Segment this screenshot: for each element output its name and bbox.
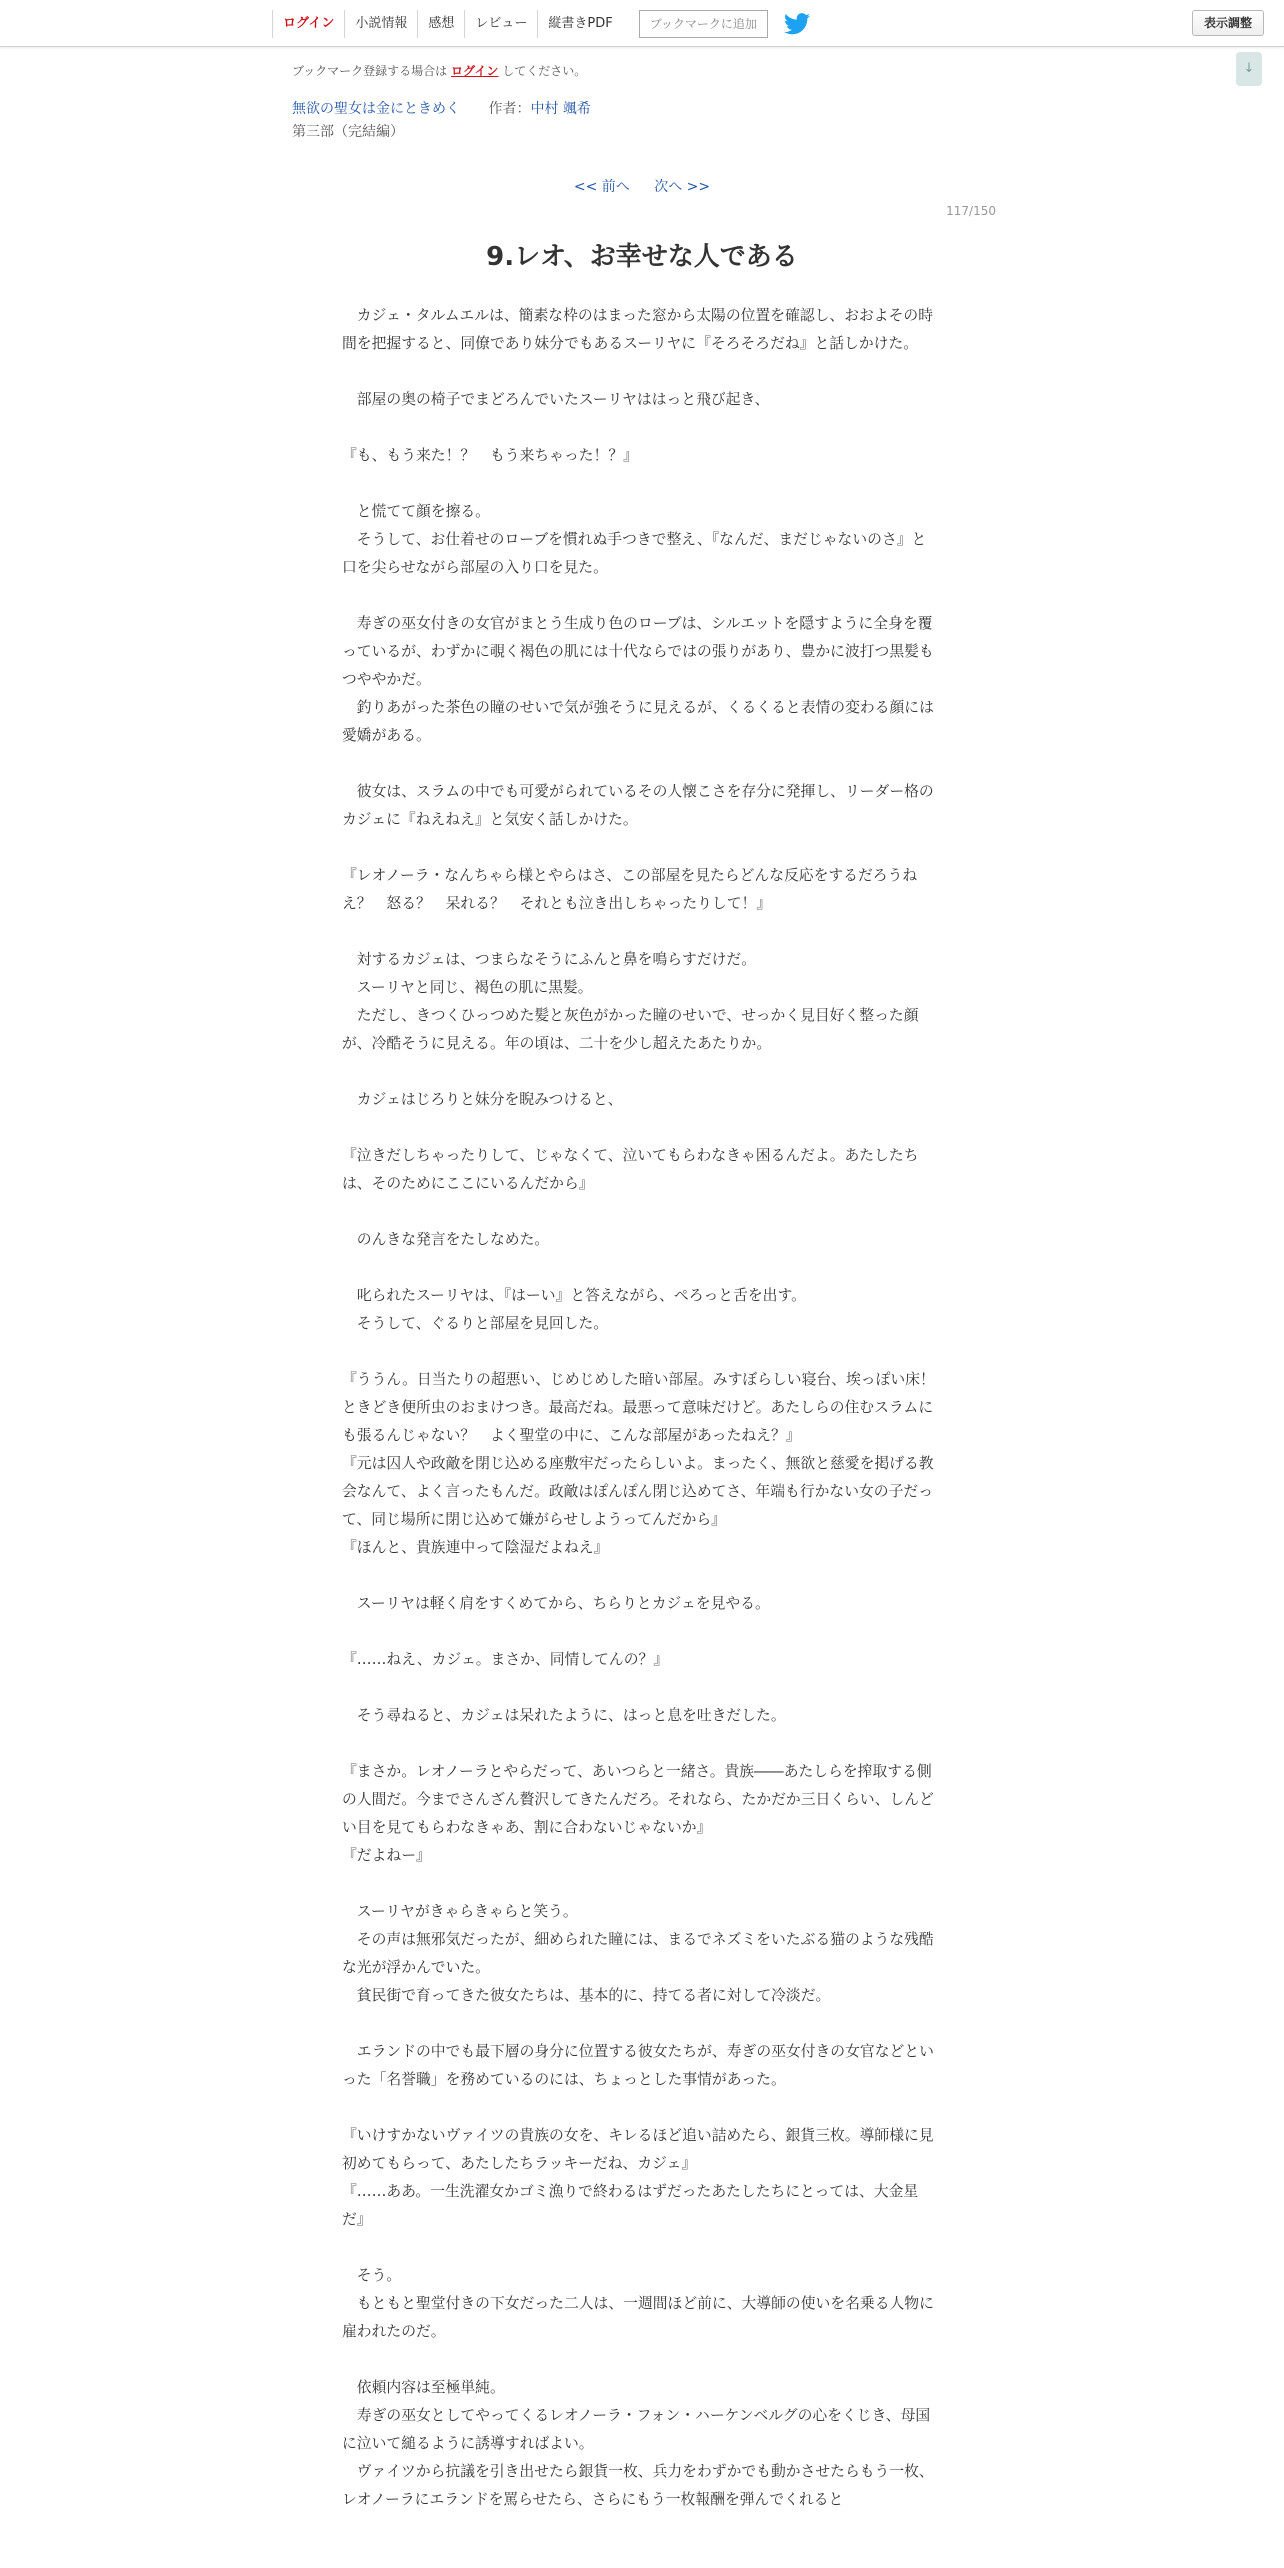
novel-title-link[interactable]: 無欲の聖女は金にときめく [292, 101, 460, 117]
scroll-down-icon[interactable]: ↓ [1236, 52, 1262, 86]
main-nav [272, 10, 810, 38]
novel-info-link[interactable]: 小説情報 [344, 10, 417, 38]
impressions-link[interactable]: 感想 [417, 10, 464, 38]
chapter-group-label: 第三部（完結編） [292, 124, 404, 140]
top-navigation-bar [0, 0, 1284, 47]
chapter-title: 9.レオ、お幸せな人である [486, 242, 798, 272]
series-info [292, 98, 591, 118]
twitter-icon[interactable] [784, 13, 810, 35]
bookmark-login-link[interactable]: ログイン [450, 64, 499, 78]
prev-page-link[interactable]: << 前へ [573, 179, 630, 195]
display-settings-button[interactable]: 表示調整 [1192, 10, 1264, 36]
author-label: 作者： [488, 101, 531, 117]
bookmark-notice [292, 62, 586, 79]
page-count: 117/150 [946, 204, 996, 218]
next-page-link[interactable]: 次へ >> [654, 179, 711, 195]
add-bookmark-button[interactable]: ブックマークに追加 [639, 10, 768, 38]
login-link[interactable]: ログイン [272, 10, 344, 38]
bookmark-notice-prefix: ブックマーク登録する場合は [292, 64, 451, 78]
vertical-pdf-link[interactable]: 縦書きPDF [537, 10, 622, 38]
pager [0, 176, 1284, 196]
review-link[interactable]: レビュー [464, 10, 537, 38]
bookmark-notice-suffix: してください。 [498, 64, 587, 78]
author-link[interactable]: 中村 颯希 [530, 101, 591, 117]
novel-body-text: カジェ・タルムエルは、簡素な枠のはまった窓から太陽の位置を確認し、おおよその時間を把握すると、同僚であり妹分でもあるスーリヤに『そろそろだね』と話しかけた。 部屋の奥の椅子でまどろんでいたスーリヤははっと飛び起き、 『も、もう来た！？ もう来ちゃった！？』 と慌てて顔を擦る。 そうして、お仕着せのローブを慣れぬ手つきで整え、『なんだ、まだじゃないのさ』と口を尖らせながら部屋の入り口を見た。 寿ぎの巫女付きの女官がまとう生成り色のローブは、シルエットを隠すように全身を覆っているが、わずかに覗く褐色の肌には十代ならではの張りがあり、豊かに波打つ黒髪もつややかだ。 釣りあがった茶色の瞳のせいで気が強そうに見えるが、くるくると表情の変わる顔には愛嬌がある。 彼女は、スラムの中でも可愛がられているその人懐こさを存分に発揮し、リーダー格のカジェに『ねえねえ』と気安く話しかけた。 『レオノーラ・なんちゃら様とやらはさ、この部屋を見たらどんな反応をするだろうねえ？ 怒る？ 呆れる？ それとも泣き出しちゃったりして！』 対するカジェは、つまらなそうにふんと鼻を鳴らすだけだ。 スーリヤと同じ、褐色の肌に黒髪。 ただし、きつくひっつめた髪と灰色がかった瞳のせいで、せっかく見目好く整った顔が、冷酷そうに見える。年の頃は、二十を少し超えたあたりか。 カジェはじろりと妹分を睨みつけると、 『泣きだしちゃったりして、じゃなくて、泣いてもらわなきゃ困るんだよ。あたしたちは、そのためにここにいるんだから』 のんきな発言をたしなめた。 叱られたスーリヤは、『はーい』と答えながら、ぺろっと舌を出す。 そうして、ぐるりと部屋を見回した。 『ううん。日当たりの超悪い、じめじめした暗い部屋。みすぼらしい寝台、埃っぽい床！ ときどき便所虫のおまけつき。最高だね。最悪って意味だけど。あたしらの住むスラムにも張るんじゃない？ よく聖堂の中に、こんな部屋があったねえ？』 『元は囚人や政敵を閉じ込める座敷牢だったらしいよ。まったく、無欲と慈愛を掲げる教会なんて、よく言ったもんだ。政敵はぽんぽん閉じ込めてさ、年端も行かない女の子だって、同じ場所に閉じ込めて嫌がらせしようってんだから』 『ほんと、貴族連中って陰湿だよねえ』 スーリヤは軽く肩をすくめてから、ちらりとカジェを見やる。 『……ねえ、カジェ。まさか、同情してんの？』 そう尋ねると、カジェは呆れたように、はっと息を吐きだした。 『まさか。レオノーラとやらだって、あいつらと一緒さ。貴族――あたしらを搾取する側の人間だ。今までさんざん贅沢してきたんだろ。それなら、たかだか三日くらい、しんどい目を見てもらわなきゃあ、割に合わないじゃないか』 『だよねー』 スーリヤがきゃらきゃらと笑う。 その声は無邪気だったが、細められた瞳には、まるでネズミをいたぶる猫のような残酷な光が浮かんでいた。 貧民街で育ってきた彼女たちは、基本的に、持てる者に対して冷淡だ。 エランドの中でも最下層の身分に位置する彼女たちが、寿ぎの巫女付きの女官などといった「名誉職」を務めているのには、ちょっとした事情があった。 『いけすかないヴァイツの貴族の女を、キレるほど追い詰めたら、銀貨三枚。導師様に見初めてもらって、あたしたちラッキーだね、カジェ』 『……ああ。一生洗濯女かゴミ漁りで終わるはずだったあたしたちにとっては、大金星だ』 そう。 もともと聖堂付きの下女だった二人は、一週間ほど前に、大導師の使いを名乗る人物に雇われたのだ。 依頼内容は至極単純。 寿ぎの巫女としてやってくるレオノーラ・フォン・ハーケンベルグの心をくじき、母国に泣いて縋るように誘導すればよい。 ヴァイツから抗議を引き出せたら銀貨一枚、兵力をわずかでも動かさせたらもう一枚、レオノーラにエランドを罵らせたら、さらにもう一枚報酬を弾んでくれると [342, 307, 935, 2508]
